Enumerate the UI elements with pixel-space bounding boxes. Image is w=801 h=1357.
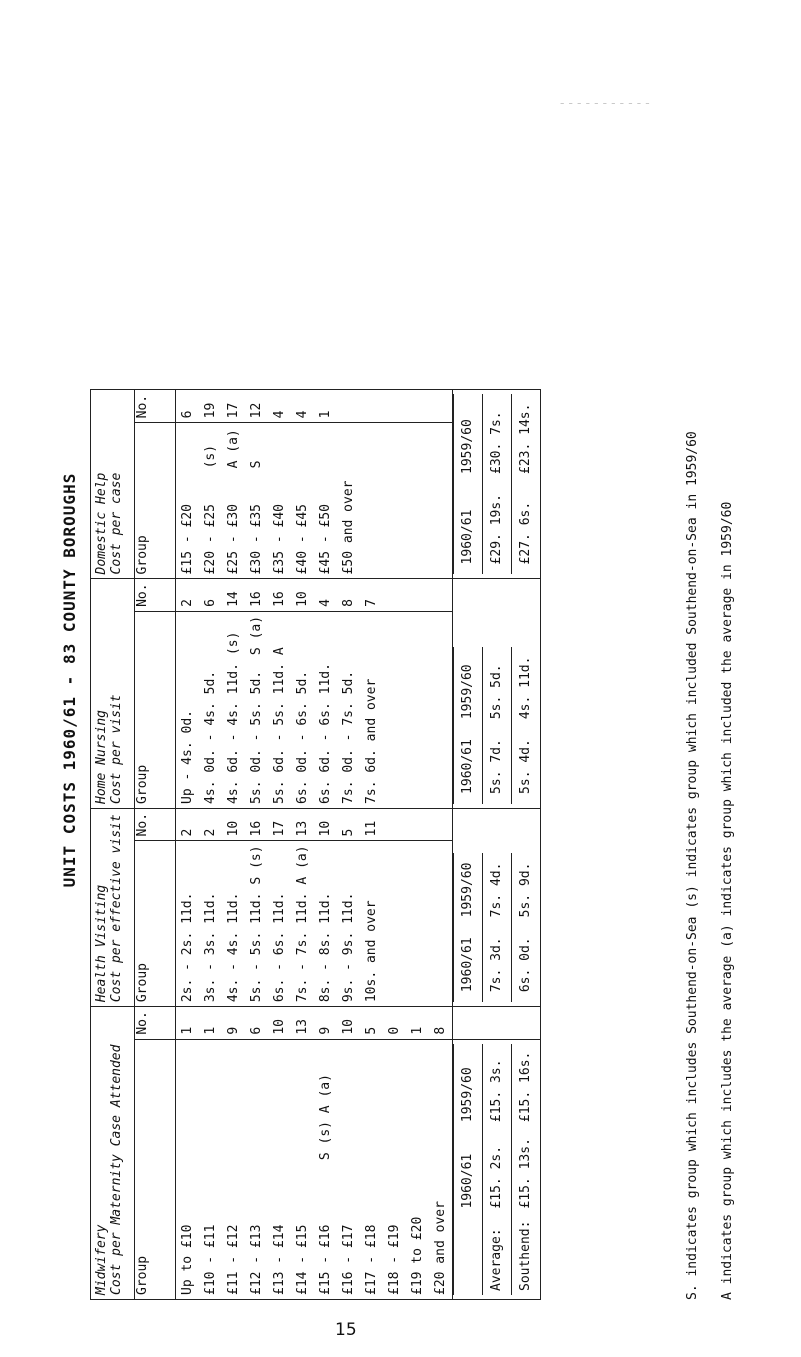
footnote-s: S. indicates group which includes Southend-on-Sea (s) indicates group which included Southend-on-Sea in 1959/60 (685, 431, 700, 1300)
table-cell (268, 427, 291, 468)
table-cell: £18 - £19 (387, 1224, 402, 1295)
table-cell (176, 1044, 199, 1161)
midwifery-groups (176, 1164, 453, 1299)
table-cell (337, 427, 360, 468)
table-cell: S (249, 460, 264, 469)
table-cell (314, 616, 337, 655)
table-cell: 13 (295, 820, 310, 837)
table-cell: £12 - £13 (249, 1224, 264, 1295)
table-cell (199, 616, 222, 655)
table-cell (291, 616, 314, 655)
table-cell (222, 1044, 245, 1161)
table-cell: 11 (364, 820, 379, 837)
table-cell: 5 (364, 1026, 379, 1035)
table-cell (337, 394, 360, 419)
table-cell: (s) (203, 444, 218, 469)
table-cell (199, 1044, 222, 1161)
table-cell: 5s. 6d. - 5s. 11d. (272, 663, 287, 804)
hv-counts (176, 808, 453, 840)
midwifery-averages: 1960/61 1959/60 Average: £15. 2s. £15. 3s. Southend: £15. 13s. £15. 16s. (453, 1039, 541, 1299)
table-cell: £40 - £45 (295, 503, 310, 575)
table-cell: 10 (318, 820, 333, 837)
table-cell (314, 427, 337, 468)
table-cell: A (272, 647, 287, 656)
hn-groups (176, 659, 453, 808)
table-cell: 8s. - 8s. 11d. (318, 892, 333, 1003)
table-cell: 1 (410, 1026, 425, 1035)
table-cell: 16 (272, 591, 287, 607)
table-cell: S (s) (249, 845, 264, 885)
midwifery-counts (176, 1007, 453, 1039)
midwifery-heading: Midwifery Cost per Maternity Case Attended (94, 1044, 124, 1295)
table-cell: £15 - £16 (318, 1224, 333, 1295)
table-cell (176, 845, 199, 884)
table-cell (268, 1044, 291, 1161)
table-cell (337, 1044, 360, 1161)
table-cell: £16 - £17 (341, 1224, 356, 1295)
table-cell: 2 (180, 599, 195, 607)
table-cell: 6s. - 6s. 11d. (272, 892, 287, 1003)
bleed-through-text: - - - - - - - - - - - (560, 96, 650, 111)
table-cell: 10s. and over (364, 900, 379, 1003)
table-cell: A (a) (295, 845, 310, 885)
table-cell: £13 - £14 (272, 1224, 287, 1295)
hn-counts (176, 579, 453, 611)
table-cell: £50 and over (341, 480, 356, 575)
midwifery-group-label: Group (135, 1164, 176, 1299)
table-cell (360, 1044, 383, 1161)
table-cell: Up to £10 (180, 1224, 195, 1295)
table-cell: £20 - £25 (203, 503, 218, 575)
hv-groups (176, 889, 453, 1007)
table-cell: 0 (387, 1026, 402, 1035)
hn-group-label: Group (135, 659, 176, 808)
table-cell: 6 (249, 1026, 264, 1035)
table-cell: 2s. - 2s. 11d. (180, 892, 195, 1003)
midwifery-marks (176, 1039, 453, 1164)
table-cell (245, 1044, 268, 1161)
table-cell (429, 1044, 452, 1161)
table-cell: 2 (180, 828, 195, 837)
table-cell (291, 427, 314, 468)
table-cell: S (a) (249, 615, 264, 656)
dh-group-label: Group (135, 472, 176, 579)
table-cell: 7s. - 7s. 11d. (295, 892, 310, 1003)
hv-no-label: No. (135, 808, 176, 840)
table-cell: 1 (180, 1026, 195, 1035)
table-cell: 4 (318, 599, 333, 607)
page-title: UNIT COSTS 1960/61 - 83 COUNTY BOROUGHS (60, 472, 79, 888)
table-cell: 17 (272, 820, 287, 837)
table-cell: 10 (272, 1018, 287, 1035)
midwifery-no-label: No. (135, 1007, 176, 1039)
dh-counts (176, 389, 453, 423)
table-cell: 5 (341, 828, 356, 837)
table-cell: 6 (180, 410, 195, 419)
table-cell: 5s. - 5s. 11d. (249, 892, 264, 1003)
rotated-table-block (60, 60, 800, 1300)
hn-marks (176, 611, 453, 659)
table-cell: £20 and over (433, 1201, 448, 1295)
table-cell: £10 - £11 (203, 1224, 218, 1295)
dh-groups (176, 472, 453, 579)
hv-marks (176, 841, 453, 889)
table-cell: 4 (295, 410, 310, 419)
table-cell (383, 1044, 406, 1161)
table-cell: 4 (272, 410, 287, 419)
table-cell (199, 845, 222, 884)
dh-averages: 1960/61 1959/60 £29. 19s. £30. 7s. £27. 6s. £23. 14s. (453, 389, 541, 579)
table-cell: 16 (249, 591, 264, 607)
table-cell (291, 1044, 314, 1161)
table-cell: 10 (341, 1018, 356, 1035)
table-cell: 10 (295, 591, 310, 607)
table-cell: 16 (249, 820, 264, 837)
table-cell: £19 to £20 (410, 1216, 425, 1295)
table-cell: £17 - £18 (364, 1224, 379, 1295)
table-cell: 7s. 0d. - 7s. 5d. (341, 670, 356, 804)
table-cell: A (a) (226, 429, 241, 469)
table-cell: £11 - £12 (226, 1224, 241, 1295)
table-cell (360, 616, 383, 655)
unit-costs-table (90, 389, 541, 1300)
table-cell: 12 (249, 402, 264, 419)
table-cell: 3s. - 3s. 11d. (203, 892, 218, 1003)
table-cell: 8 (341, 599, 356, 607)
table-cell: 19 (203, 402, 218, 419)
table-cell: 10 (226, 820, 241, 837)
table-cell: Up - 4s. 0d. (180, 710, 195, 804)
table-cell: S (s) A (a) (318, 1074, 333, 1161)
table-cell: 6 (203, 599, 218, 607)
hv-group-label: Group (135, 889, 176, 1007)
table-cell (360, 845, 383, 884)
table-cell: 1 (203, 1026, 218, 1035)
table-cell: (s) (226, 631, 241, 656)
table-cell (337, 845, 360, 884)
table-cell: 4s. - 4s. 11d. (226, 892, 241, 1003)
table-cell (268, 845, 291, 884)
health-visiting-heading: Health Visiting Cost per effective visit (91, 808, 135, 1006)
table-cell: 4s. 0d. - 4s. 5d. (203, 670, 218, 804)
table-cell: 7 (364, 599, 379, 607)
table-cell: 17 (226, 402, 241, 419)
table-cell: 9 (318, 1026, 333, 1035)
hn-no-label: No. (135, 579, 176, 611)
table-cell: £15 - £20 (180, 503, 195, 575)
home-nursing-heading: Home Nursing Cost per visit (91, 579, 135, 809)
table-cell: 8 (433, 1026, 448, 1035)
table-cell (406, 1044, 429, 1161)
table-cell (314, 845, 337, 884)
table-cell: 14 (226, 591, 241, 607)
table-cell: 7s. 6d. and over (364, 678, 379, 804)
table-cell: 9s. - 9s. 11d. (341, 892, 356, 1003)
hn-averages: 1960/61 1959/60 5s. 7d. 5s. 5d. 5s. 4d. 4s. 11d. (453, 579, 541, 809)
table-cell (176, 616, 199, 655)
table-cell: 1 (318, 410, 333, 419)
table-cell: 9 (226, 1026, 241, 1035)
table-cell (222, 845, 245, 884)
table-cell: 13 (295, 1018, 310, 1035)
domestic-help-heading: Domestic Help Cost per case (91, 389, 135, 579)
table-cell: £45 - £50 (318, 503, 333, 575)
table-cell (176, 427, 199, 468)
table-cell: 6s. 6d. - 6s. 11d. (318, 663, 333, 804)
dh-marks (176, 423, 453, 473)
table-cell: £14 - £15 (295, 1224, 310, 1295)
table-cell: 5s. 0d. - 5s. 5d. (249, 670, 264, 804)
table-cell: £35 - £40 (272, 503, 287, 575)
table-cell: 6s. 0d. - 6s. 5d. (295, 670, 310, 804)
table-cell (337, 616, 360, 655)
dh-no-label: No. (135, 389, 176, 423)
footnote-a: A indicates group which includes the average (a) indicates group which included the average in 1959/60 (720, 501, 735, 1300)
table-cell: 4s. 6d. - 4s. 11d. (226, 663, 241, 804)
table-cell: 2 (203, 828, 218, 837)
hv-averages: 1960/61 1959/60 7s. 3d. 7s. 4d. 6s. 0d. 5s. 9d. (453, 808, 541, 1006)
table-cell: £25 - £30 (226, 503, 241, 575)
page-number: 15 (335, 1320, 357, 1340)
table-cell: £30 - £35 (249, 503, 264, 575)
